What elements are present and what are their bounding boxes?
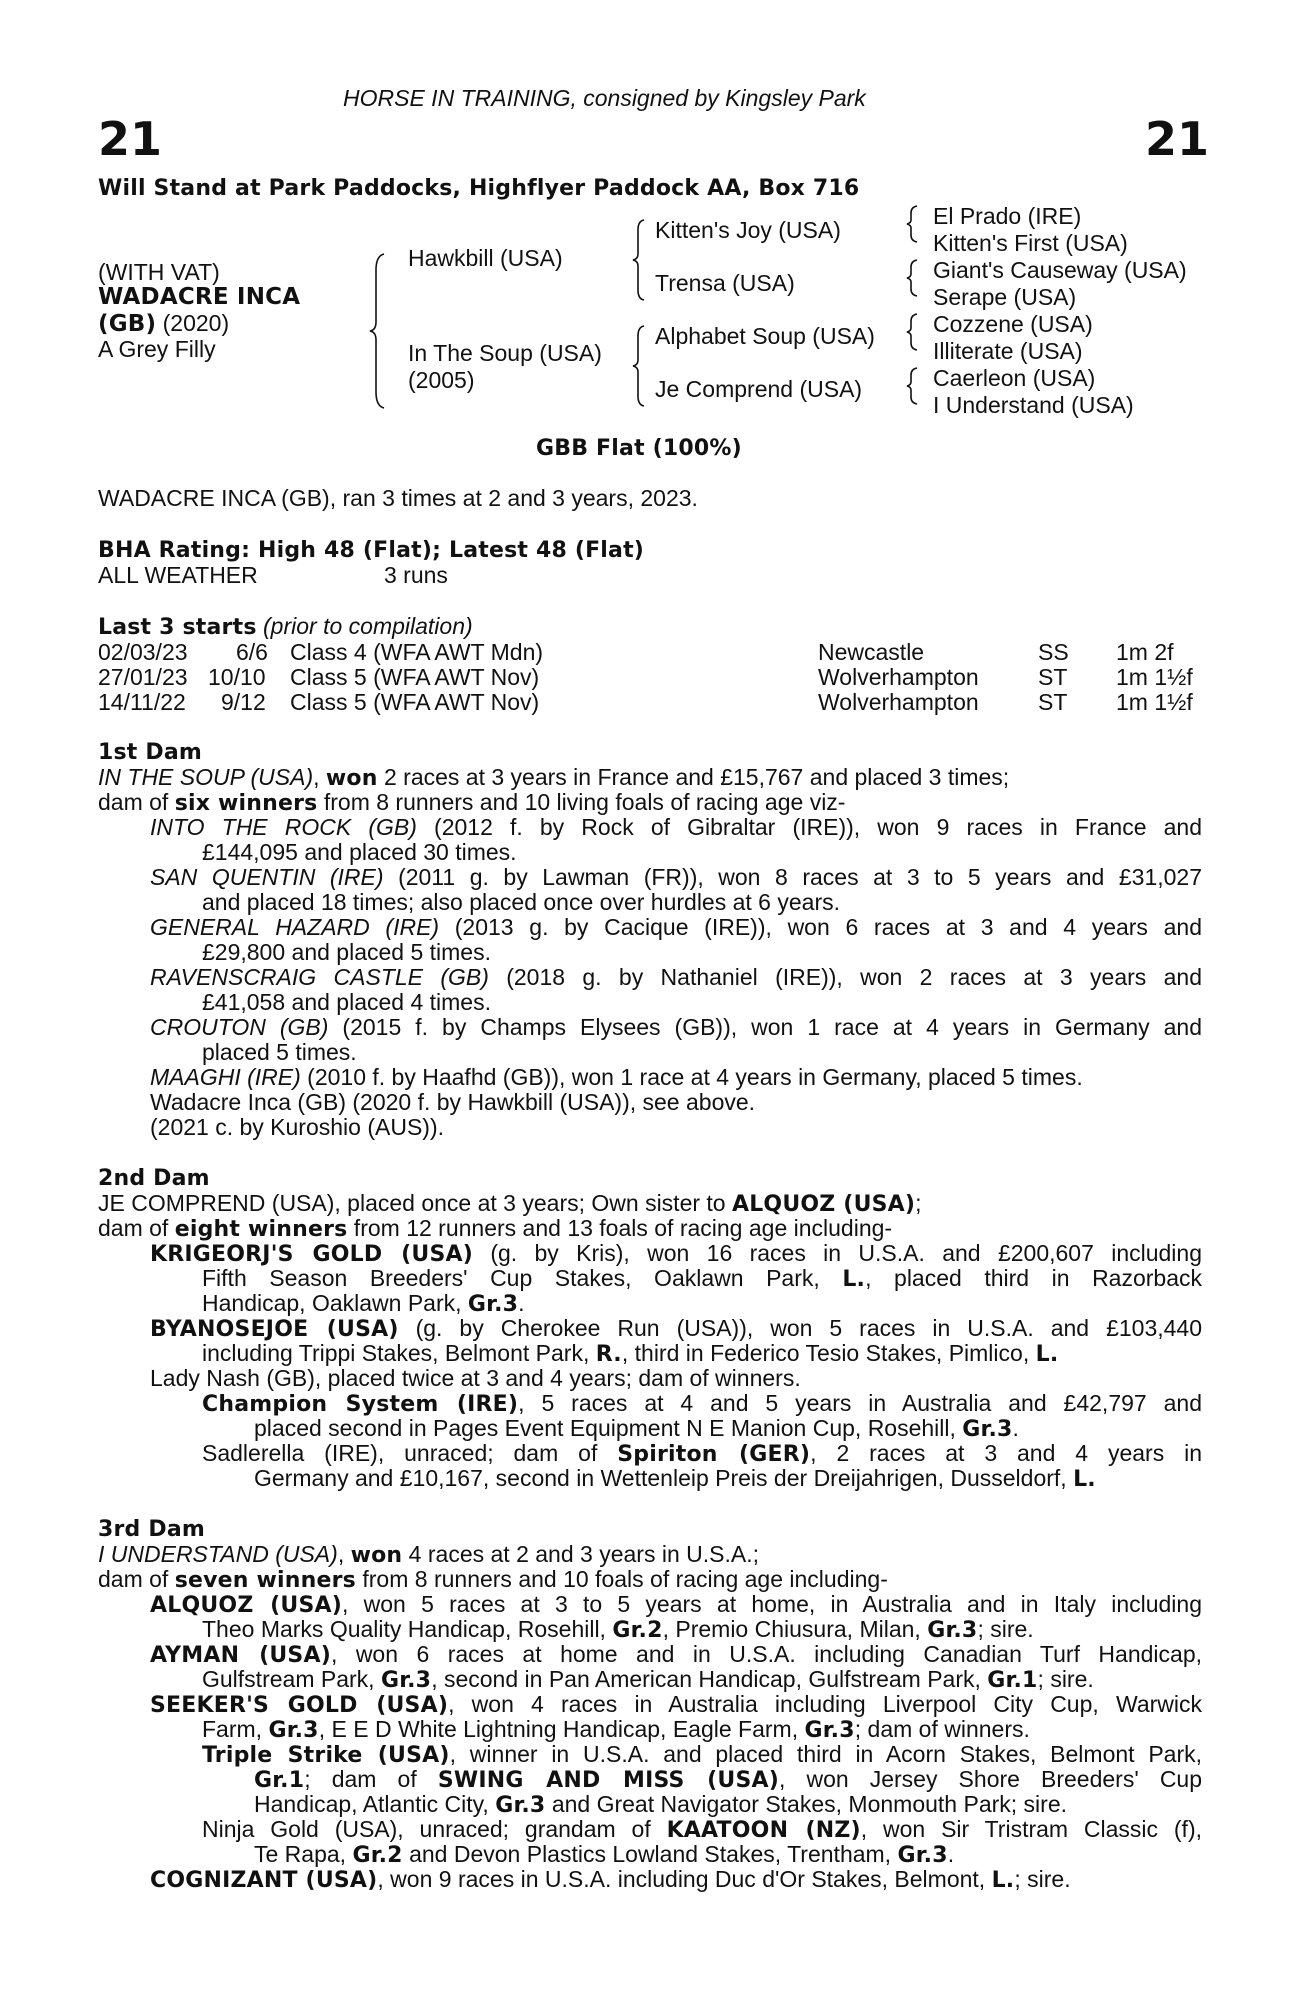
pedigree-dam: In The Soup (USA) [408,340,602,366]
text-span: including Trippi Stakes, Belmont Park, [202,1340,596,1366]
text-span: Handicap, Oaklawn Park, [202,1290,468,1316]
grade-label: L. [1035,1342,1059,1367]
foal-name: BYANOSEJOE (USA) [150,1317,399,1342]
list-item [150,1867,1071,1894]
start-distance: 1m 1½f [1116,664,1193,690]
list-item-cont [202,1667,1094,1694]
grade-label: L. [991,1868,1015,1893]
list-item-cont [202,1266,1202,1293]
third-dam-heading: 3rd Dam [98,1517,205,1542]
list-item-cont: and placed 18 times; also placed once over hurdles at 6 years. [202,889,840,915]
text-span: from 8 runners and 10 foals of racing age including- [355,1566,888,1592]
text-span: placed second in Pages Event Equipment N E Manion Cup, Rosehill, [254,1415,963,1441]
last-starts-note: (prior to compilation) [256,613,473,639]
foal-name: Triple Strike (USA) [202,1743,450,1768]
pedigree-ssd: Kitten's First (USA) [933,230,1128,256]
start-race: Class 5 (WFA AWT Nov) [290,689,540,715]
horse-country: (GB) [98,311,157,337]
list-item-cont: £41,058 and placed 4 times. [202,989,491,1015]
text-span: (2012 f. by Rock of Gibraltar (IRE)), won 9 races in France and [416,814,1202,840]
grade-label: Gr.3 [927,1618,978,1643]
brace-dd [905,366,919,406]
text-span: ; dam of [304,1766,438,1792]
horse-name: WADACRE INCA [98,284,301,310]
text-span: ; sire. [977,1616,1034,1642]
start-race: Class 4 (WFA AWT Mdn) [290,639,544,665]
pedigree-sdd: Serape (USA) [933,284,1077,310]
horse-sex: A Grey Filly [98,336,216,362]
text-span: ; sire. [1014,1866,1071,1892]
list-item [150,1015,1202,1041]
text-span: (2018 g. by Nathaniel (IRE)), won 2 races at 3 years and [488,964,1202,990]
text-span: , Premio Chiusura, Milan, [662,1616,928,1642]
text-span: , placed third in Razorback [865,1265,1203,1291]
start-going: ST [1038,689,1068,715]
foal-name: SWING AND MISS (USA) [437,1768,779,1793]
text-span: . [1012,1415,1019,1441]
pedigree-ddd: I Understand (USA) [933,392,1134,418]
foal-name: Champion System (IRE) [202,1392,519,1417]
text-span: , won 6 races at home and in U.S.A. including Canadian Turf Handicap, [330,1641,1203,1667]
text-span: 4 races at 2 and 3 years in U.S.A.; [402,1541,759,1567]
pedigree-sds: Giant's Causeway (USA) [933,257,1187,283]
third-dam-line [98,1542,759,1569]
start-position: 6/6 [236,639,268,665]
list-item [150,1642,1202,1669]
brace-dam-parents [631,324,647,408]
text-span: JE COMPREND (USA), placed once at 3 years; Own sister to [98,1190,732,1216]
pedigree-dam-dam: Je Comprend (USA) [655,376,863,402]
foal-name: CROUTON (GB) [150,1014,329,1040]
foal-name: AYMAN (USA) [150,1643,331,1668]
foal-name: RAVENSCRAIG CASTLE (GB) [150,964,489,990]
grade-label: Gr.3 [467,1292,519,1317]
grade-label: Gr.3 [495,1793,546,1818]
pedigree-sire: Hawkbill (USA) [408,245,563,271]
foal-name: SAN QUENTIN (IRE) [150,864,384,890]
text-span: , second in Pan American Handicap, Gulfstream Park, [431,1666,988,1692]
grade-label: Gr.1 [254,1768,305,1793]
pedigree-dsd: Illiterate (USA) [933,338,1083,364]
text-span: , [313,764,326,790]
text-span: Te Rapa, [254,1841,353,1867]
pedigree-dds: Caerleon (USA) [933,365,1096,391]
start-going: SS [1038,639,1069,665]
start-race: Class 5 (WFA AWT Nov) [290,664,540,690]
first-dam-produce-line [98,790,845,817]
grade-label: Gr.2 [612,1618,663,1643]
text-span: Fifth Season Breeders' Cup Stakes, Oaklawn Park, [202,1265,843,1291]
text-span: and Devon Plastics Lowland Stakes, Trentham, [402,1841,898,1867]
list-item-cont [202,1341,1058,1368]
foal-name: ALQUOZ (USA) [150,1593,343,1618]
list-item-cont: placed 5 times. [202,1039,357,1065]
grade-label: R. [595,1342,622,1367]
horse-year: (2020) [156,310,230,336]
text-span: Gulfstream Park, [202,1666,381,1692]
list-item-cont [254,1842,954,1869]
first-dam-heading: 1st Dam [98,740,203,765]
list-item [150,1316,1202,1343]
list-item: Wadacre Inca (GB) (2020 f. by Hawkbill (USA)), see above. [150,1089,756,1115]
text-span: (g. by Cherokee Run (USA)), won 5 races in U.S.A. and £103,440 [398,1315,1202,1341]
start-date: 27/01/23 [98,664,188,690]
text-span: and Great Navigator Stakes, Monmouth Park; sire. [545,1791,1068,1817]
text-span: Ninja Gold (USA), unraced; grandam of [202,1816,667,1842]
list-item-cont [254,1466,1096,1493]
foal-name: KRIGEORJ'S GOLD (USA) [150,1242,473,1267]
list-item [150,815,1202,841]
foal-name: SEEKER'S GOLD (USA) [150,1693,449,1718]
foal-name: INTO THE ROCK (GB) [150,814,417,840]
surface-label: ALL WEATHER [98,562,258,588]
list-item [202,1391,1202,1418]
foal-name: MAAGHI (IRE) [150,1064,301,1090]
pedigree-dam-year: (2005) [408,367,475,393]
text-span: Sadlerella (IRE), unraced; dam of [202,1440,618,1466]
start-distance: 1m 1½f [1116,689,1193,715]
grade-label: Gr.3 [380,1668,432,1693]
list-item [202,1742,1202,1769]
list-item-cont [202,1617,1034,1644]
vat-label: (WITH VAT) [98,259,220,285]
start-date: 14/11/22 [98,689,186,715]
list-item-cont: £144,095 and placed 30 times. [202,839,517,865]
grade-label: Gr.3 [804,1718,855,1743]
lot-number-left: 21 [98,112,163,166]
grade-label: Gr.3 [962,1417,1013,1442]
grade-label: L. [1073,1467,1096,1492]
list-item: Lady Nash (GB), placed twice at 3 and 4 years; dam of winners. [150,1365,801,1391]
second-dam-line [98,1191,922,1218]
start-position: 9/12 [221,689,266,715]
text-span: (2010 f. by Haafhd (GB)), won 1 race at 4 years in Germany, placed 5 times. [300,1064,1083,1090]
list-item [202,1817,1202,1844]
text-span: , won 9 races in U.S.A. including Duc d'Or Stakes, Belmont, [377,1866,992,1892]
gbb-label: GBB Flat (100%) [536,436,742,461]
brace-ss [905,204,919,244]
race-summary: WADACRE INCA (GB), ran 3 times at 2 and 3 years, 2023. [98,485,698,511]
grade-label: L. [842,1267,866,1292]
lot-number-right: 21 [1145,112,1210,166]
grade-label: Gr.2 [352,1843,403,1868]
bha-rating: BHA Rating: High 48 (Flat); Latest 48 (Flat) [98,538,645,563]
foal-name: GENERAL HAZARD (IRE) [150,914,440,940]
list-item [150,865,1202,891]
grade-label: Gr.3 [268,1718,319,1743]
text-span: Theo Marks Quality Handicap, Rosehill, [202,1616,613,1642]
text-span: . [518,1290,525,1316]
brace-sire-dam [368,252,388,410]
text-span: . [947,1841,955,1867]
surface-runs: 3 runs [384,562,448,588]
winners-count: six winners [174,791,318,816]
horse-link: ALQUOZ (USA) [731,1192,916,1217]
last-starts-heading [98,614,473,641]
list-item-cont [254,1792,1067,1819]
text-span: ; sire. [1037,1666,1094,1692]
text-span: , won 5 races at 3 to 5 years at home, in Australia and in Italy including [342,1591,1203,1617]
winners-count: seven winners [174,1568,356,1593]
list-item [150,1592,1202,1619]
stabling-line: Will Stand at Park Paddocks, Highflyer Paddock AA, Box 716 [98,176,860,201]
text-span: (2013 g. by Cacique (IRE)), won 6 races at 3 and 4 years and [439,914,1202,940]
start-distance: 1m 2f [1116,639,1174,665]
pedigree-sss: El Prado (IRE) [933,203,1082,229]
list-item-cont [202,1291,525,1318]
text-span: , [337,1541,351,1567]
text-span: ; dam of winners. [854,1716,1030,1742]
text-span: , third in Federico Tesio Stakes, Pimlico, [621,1340,1036,1366]
text-span: , E E D White Lightning Handicap, Eagle Farm, [318,1716,805,1742]
third-dam-name: I UNDERSTAND (USA) [98,1541,338,1567]
text-span: dam of [98,1215,175,1241]
grade-label: Gr.3 [897,1843,948,1868]
text-span: (2015 f. by Champs Elysees (GB)), won 1 race at 4 years in Germany and [328,1014,1203,1040]
first-dam-line [98,765,1009,792]
start-going: ST [1038,664,1068,690]
list-item-cont: £29,800 and placed 5 times. [202,939,491,965]
start-course: Wolverhampton [818,664,979,690]
text-span: from 8 runners and 10 living foals of racing age viz- [317,789,846,815]
pedigree-sire-dam: Trensa (USA) [655,270,795,296]
pedigree-dam-sire: Alphabet Soup (USA) [655,323,875,349]
text-span: , winner in U.S.A. and placed third in Acorn Stakes, Belmont Park, [449,1741,1202,1767]
start-course: Newcastle [818,639,925,665]
text-span: ; [915,1190,922,1216]
text-span: (2011 g. by Lawman (FR)), won 8 races at 3 to 5 years and £31,027 [383,864,1203,890]
text-span: , 2 races at 3 and 4 years in [810,1440,1203,1466]
list-item [150,1241,1202,1268]
text-span: dam of [98,1566,175,1592]
foal-name: Spiriton (GER) [617,1442,811,1467]
text-span: Handicap, Atlantic City, [254,1791,496,1817]
brace-sire-parents [631,218,647,302]
won-label: won [350,1543,403,1568]
start-date: 02/03/23 [98,639,188,665]
text-span: dam of [98,789,175,815]
start-course: Wolverhampton [818,689,979,715]
winners-count: eight winners [174,1217,348,1242]
text-span: , won Jersey Shore Breeders' Cup [778,1766,1203,1792]
pedigree-sire-sire: Kitten's Joy (USA) [655,217,841,243]
list-item-cont [254,1767,1202,1794]
horse-origin [98,311,229,338]
list-item [150,915,1202,941]
consignment-line: HORSE IN TRAINING, consigned by Kingsley Park [343,85,866,111]
list-item: (2021 c. by Kuroshio (AUS)). [150,1114,445,1140]
last-starts-title: Last 3 starts [98,615,257,640]
grade-label: Gr.1 [987,1668,1038,1693]
list-item [150,1065,1083,1091]
text-span: , won 4 races in Australia including Liverpool City Cup, Warwick [448,1691,1202,1717]
second-dam-heading: 2nd Dam [98,1166,210,1191]
brace-ds [905,312,919,352]
text-span: (g. by Kris), won 16 races in U.S.A. and £200,607 including [472,1240,1202,1266]
won-label: won [325,766,378,791]
brace-sd [905,258,919,298]
foal-name: KAATOON (NZ) [666,1818,861,1843]
first-dam-name: IN THE SOUP (USA) [98,764,314,790]
list-item-cont [202,1717,1030,1744]
list-item [202,1441,1202,1468]
second-dam-produce-line [98,1216,892,1243]
text-span: , 5 races at 4 and 5 years in Australia and £42,797 and [518,1390,1202,1416]
text-span: Germany and £10,167, second in Wettenleip Preis der Dreijahrigen, Dusseldorf, [254,1465,1074,1491]
third-dam-produce-line [98,1567,888,1594]
text-span: from 12 runners and 13 foals of racing age including- [347,1215,893,1241]
text-span: Farm, [202,1716,269,1742]
list-item [150,1692,1202,1719]
text-span: , won Sir Tristram Classic (f), [860,1816,1202,1842]
text-span: 2 races at 3 years in France and £15,767 and placed 3 times; [377,764,1010,790]
start-position: 10/10 [208,664,266,690]
list-item [150,965,1202,991]
pedigree-dss: Cozzene (USA) [933,311,1093,337]
list-item-cont [254,1416,1019,1443]
foal-name: COGNIZANT (USA) [150,1868,378,1893]
